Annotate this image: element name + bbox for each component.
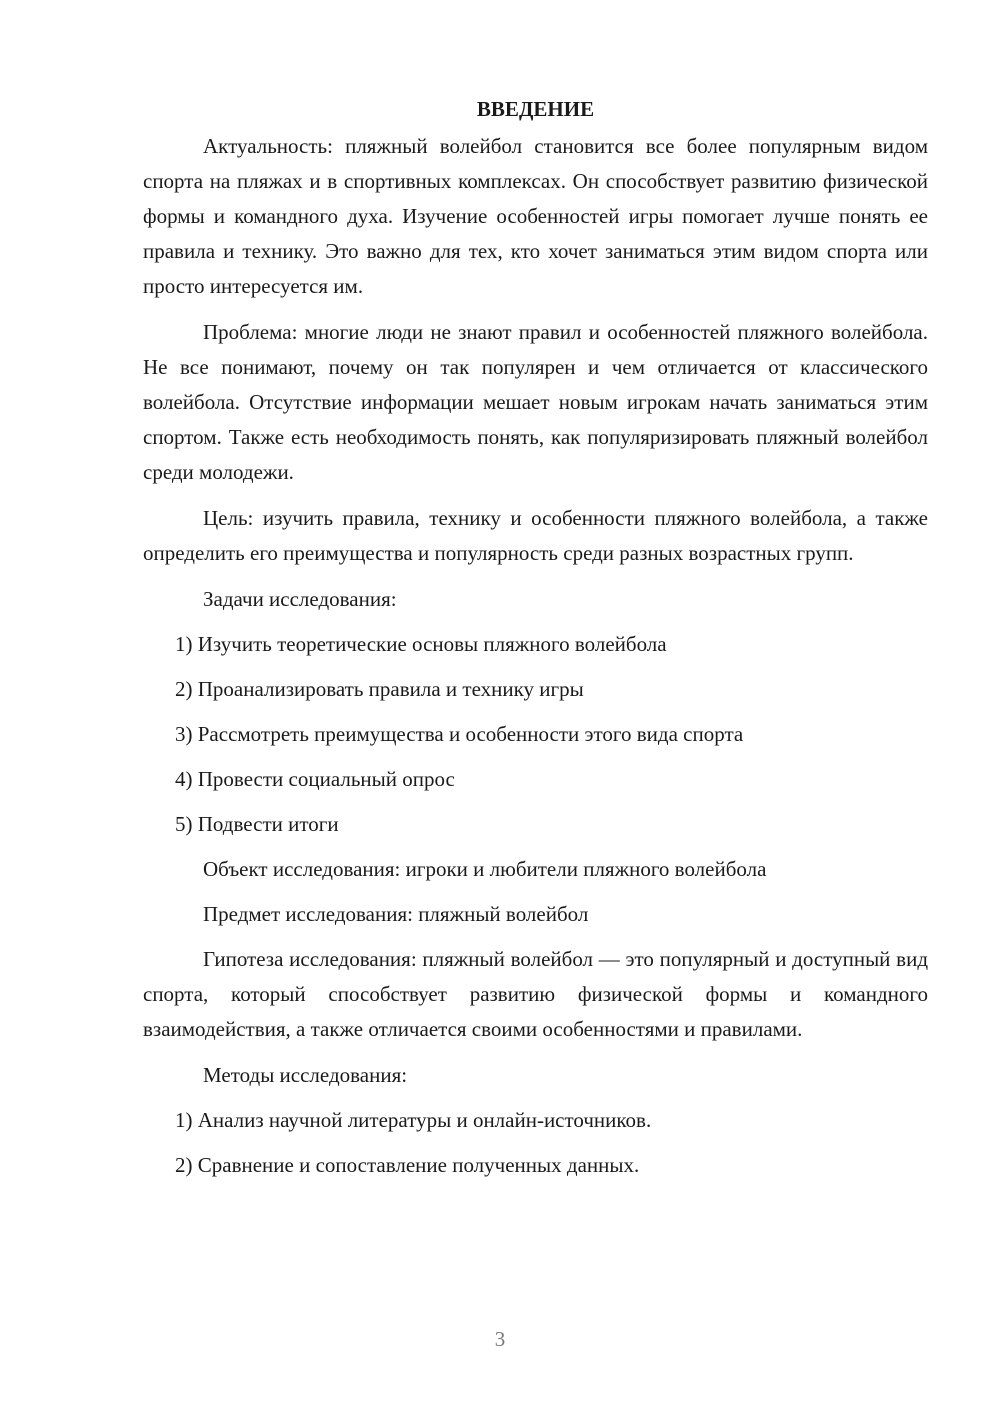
list-item: 3) Рассмотреть преимущества и особенности этого вида спорта	[175, 722, 744, 746]
list-item: 1) Анализ научной литературы и онлайн-источников.	[175, 1108, 652, 1132]
research-subject: Предмет исследования: пляжный волейбол	[203, 902, 589, 926]
research-object: Объект исследования: игроки и любители пляжного волейбола	[203, 857, 767, 881]
list-item: 5) Подвести итоги	[175, 812, 339, 836]
list-item: 2) Проанализировать правила и технику игры	[175, 677, 584, 701]
problem-paragraph: Проблема: многие люди не знают правил и особенностей пляжного волейбола. Не все понимают, почему он так популярен и чем отличается от классического волейбола. Отсутствие информации мешает новым игрокам начать заниматься этим спортом. Также есть необходимость понять, как популяризировать пляжный волейбол среди молодежи.	[143, 320, 928, 484]
list-item: 2) Сравнение и сопоставление полученных данных.	[175, 1153, 640, 1177]
list-item: 4) Провести социальный опрос	[175, 767, 455, 791]
methods-list	[143, 1103, 928, 1183]
page-number: 3	[494, 1327, 506, 1351]
goal-paragraph: Цель: изучить правила, технику и особенности пляжного волейбола, а также определить его преимущества и популярность среди разных возрастных групп.	[143, 506, 928, 565]
tasks-heading: Задачи исследования:	[203, 587, 397, 611]
section-title: ВВЕДЕНИЕ	[476, 97, 595, 121]
relevance-paragraph: Актуальность: пляжный волейбол становится все более популярным видом спорта на пляжах и в спортивных комплексах. Он способствует развитию физической формы и командного духа. Изучение особенностей игры помогает лучше понять ее правила и технику. Это важно для тех, кто хочет заниматься этим видом спорта или просто интересуется им.	[143, 134, 928, 298]
list-item: 1) Изучить теоретические основы пляжного волейбола	[175, 632, 667, 656]
methods-heading: Методы исследования:	[203, 1063, 408, 1087]
hypothesis-paragraph: Гипотеза исследования: пляжный волейбол — это популярный и доступный вид спорта, который способствует развитию физической формы и командного взаимодействия, а также отличается своими особенностями и правилами.	[143, 947, 928, 1041]
document-page	[143, 92, 928, 1193]
tasks-list	[143, 627, 928, 842]
